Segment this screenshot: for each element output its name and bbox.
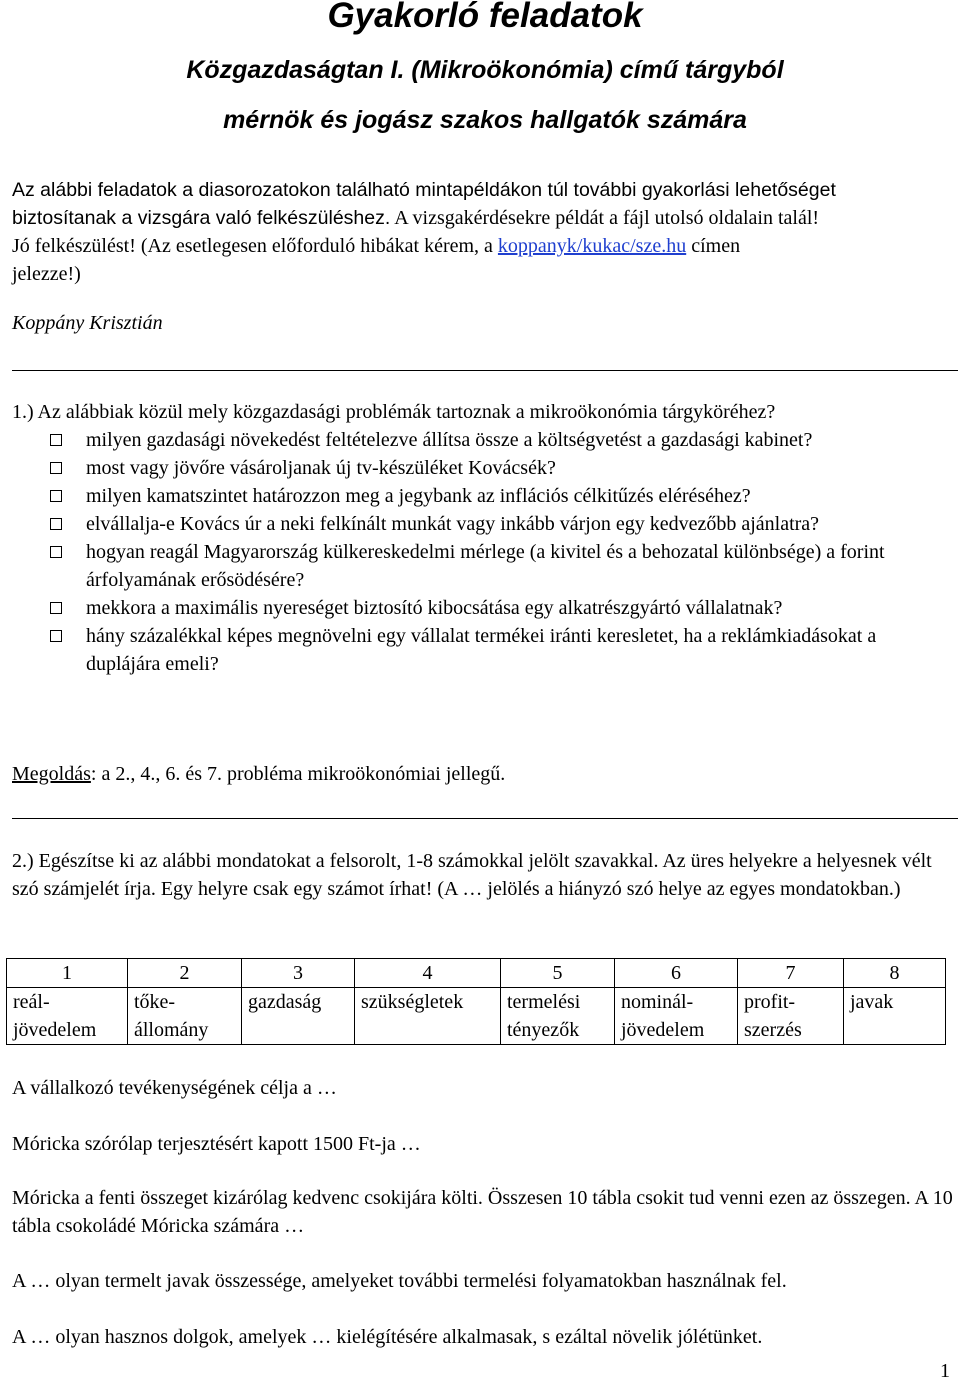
option-item bbox=[48, 426, 948, 454]
table-cell bbox=[7, 988, 128, 1045]
table-cell bbox=[242, 988, 355, 1045]
option-item bbox=[48, 622, 948, 678]
term-text: reál- bbox=[13, 991, 50, 1013]
option-item bbox=[48, 482, 948, 510]
checkbox[interactable] bbox=[50, 462, 62, 474]
email-link[interactable]: koppanyk/kukac/sze.hu bbox=[497, 235, 687, 257]
term-text: szükségletek bbox=[361, 991, 464, 1013]
table-cell: 3 bbox=[242, 959, 355, 988]
option-text: most vagy jövőre vásároljanak új tv-készüléket Kovácsék? bbox=[86, 457, 556, 479]
table-cell: 2 bbox=[128, 959, 242, 988]
table-cell bbox=[355, 988, 501, 1045]
term-text: jövedelem bbox=[621, 1019, 705, 1041]
sentence: A … olyan termelt javak összessége, amelyeket további termelési folyamatokban használnak fel. bbox=[12, 1270, 787, 1292]
table-cell: 5 bbox=[501, 959, 615, 988]
table-cell bbox=[501, 988, 615, 1045]
option-text: milyen kamatszintet határozzon meg a jegybank az inflációs célkitűzés eléréséhez? bbox=[86, 485, 751, 507]
question-1-options bbox=[48, 426, 948, 678]
intro-line-4: jelezze!) bbox=[12, 263, 81, 285]
option-text: elvállalja-e Kovács úr a neki felkínált munkát vagy inkább várjon egy kedvezőbb ajánlatra? bbox=[86, 513, 820, 535]
audience-subtitle: mérnök és jogász szakos hallgatók számára bbox=[223, 106, 747, 134]
table-cell bbox=[615, 988, 738, 1045]
page-number: 1 bbox=[940, 1360, 950, 1382]
answer-text: : a 2., 4., 6. és 7. probléma mikroökonómiai jellegű. bbox=[90, 763, 506, 785]
table-cell: 6 bbox=[615, 959, 738, 988]
sentence: A vállalkozó tevékenységének célja a … bbox=[12, 1077, 337, 1099]
intro-line-2: biztosítanak a vizsgára való felkészüléshez. bbox=[12, 207, 391, 229]
option-text: mekkora a maximális nyereséget biztosító kibocsátása egy alkatrészgyártó vállalatnak? bbox=[86, 597, 783, 619]
page-title: Gyakorló feladatok bbox=[327, 0, 643, 35]
answer-label: Megoldás bbox=[12, 763, 91, 785]
term-text: javak bbox=[850, 991, 894, 1013]
terms-table bbox=[6, 958, 946, 1045]
option-item bbox=[48, 538, 948, 594]
checkbox[interactable] bbox=[50, 518, 62, 530]
term-text: szerzés bbox=[744, 1019, 802, 1041]
checkbox[interactable] bbox=[50, 602, 62, 614]
sentence: A … olyan hasznos dolgok, amelyek … kielégítésére alkalmasak, s ezáltal növelik jólétünket. bbox=[12, 1326, 763, 1348]
question-1-prompt: 1.) Az alábbiak közül mely közgazdasági problémák tartoznak a mikroökonómia tárgyköréhez? bbox=[12, 401, 776, 423]
intro-line-3: Jó felkészülést! (Az esetlegesen előforduló hibákat kérem, a bbox=[12, 235, 493, 257]
section-divider bbox=[12, 818, 958, 819]
option-item bbox=[48, 454, 948, 482]
checkbox[interactable] bbox=[50, 630, 62, 642]
intro-line-1: Az alábbi feladatok a diasorozatokon található mintapéldákon túl további gyakorlási lehetőséget bbox=[12, 179, 836, 201]
sentence: Móricka a fenti összeget kizárólag kedvenc csokijára költi. Összesen 10 tábla csokit tud venni ezen az összegen. A 10 tábla csokoládé Móricka számára … bbox=[12, 1187, 953, 1237]
table-cell: 8 bbox=[844, 959, 946, 988]
table-cell: 7 bbox=[738, 959, 844, 988]
option-item bbox=[48, 510, 948, 538]
term-text: állomány bbox=[134, 1019, 209, 1041]
checkbox[interactable] bbox=[50, 546, 62, 558]
option-item bbox=[48, 594, 948, 622]
question-2-prompt: 2.) Egészítse ki az alábbi mondatokat a felsorolt, 1-8 számokkal jelölt szavakkal. Az üres helyekre a helyesnek vélt szó számjelét írja. Egy helyre csak egy számot írhat! (A … jelölés a hiányzó szó helye az egyes mondatokban.) bbox=[12, 850, 932, 900]
course-subtitle: Közgazdaságtan I. (Mikroökonómia) című tárgyból bbox=[186, 56, 784, 84]
checkbox[interactable] bbox=[50, 434, 62, 446]
table-cell bbox=[738, 988, 844, 1045]
term-text: profit- bbox=[744, 991, 796, 1013]
option-text: hogyan reagál Magyarország külkereskedelmi mérlege (a kivitel és a behozatal különbsége) a forint árfolyamának erősödésére? bbox=[86, 541, 885, 591]
term-text: gazdaság bbox=[248, 991, 322, 1013]
table-cell bbox=[128, 988, 242, 1045]
table-row bbox=[7, 959, 946, 988]
checkbox[interactable] bbox=[50, 490, 62, 502]
term-text: tőke- bbox=[134, 991, 176, 1013]
option-text: hány százalékkal képes megnövelni egy vállalat termékei iránti keresletet, ha a reklámkiadásokat a duplájára emeli? bbox=[86, 625, 877, 675]
term-text: tényezők bbox=[507, 1019, 580, 1041]
table-cell: 4 bbox=[355, 959, 501, 988]
term-text: nominál- bbox=[621, 991, 694, 1013]
section-divider bbox=[12, 370, 958, 371]
intro-exam-note: A vizsgakérdésekre példát a fájl utolsó oldalain talál! bbox=[394, 207, 820, 229]
term-text: jövedelem bbox=[13, 1019, 97, 1041]
option-text: milyen gazdasági növekedést feltételezve állítsa össze a költségvetést a gazdasági kabinet? bbox=[86, 429, 813, 451]
intro-line-3-end: címen bbox=[691, 235, 741, 257]
intro-paragraph-continued bbox=[12, 204, 952, 288]
question-1-answer bbox=[12, 760, 505, 788]
table-cell bbox=[844, 988, 946, 1045]
author-name: Koppány Krisztián bbox=[12, 312, 163, 334]
table-cell: 1 bbox=[7, 959, 128, 988]
term-text: termelési bbox=[507, 991, 581, 1013]
table-row bbox=[7, 988, 946, 1045]
sentence: Móricka szórólap terjesztésért kapott 1500 Ft-ja … bbox=[12, 1133, 421, 1155]
